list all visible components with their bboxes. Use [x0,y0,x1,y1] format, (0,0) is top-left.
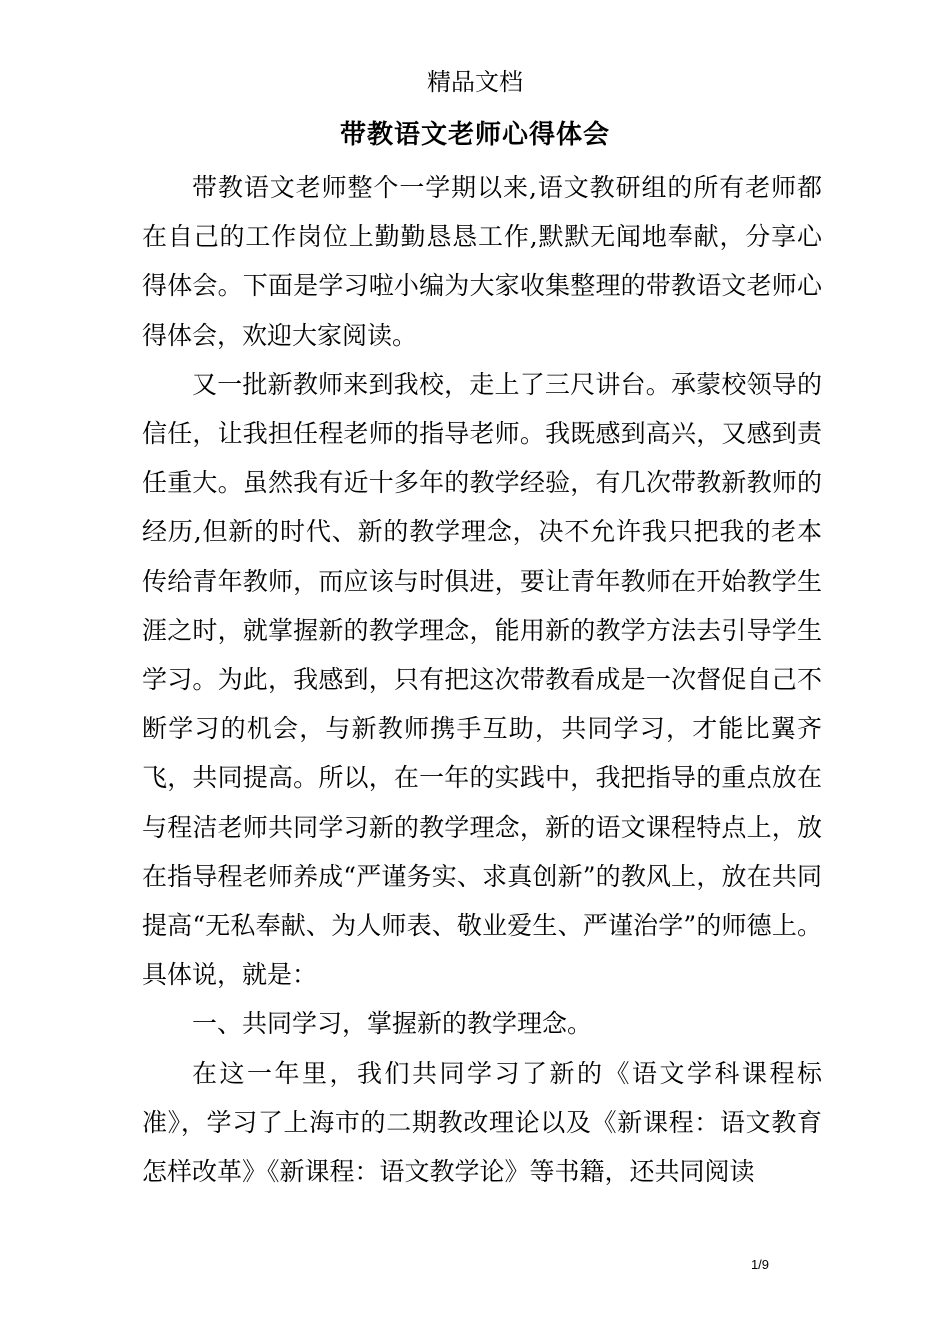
document-body [142,163,822,1196]
paragraph-intro: 带教语文老师整个一学期以来,语文教研组的所有老师都在自己的工作岗位上勤勤恳恳工作,默默无闻地奉献，分享心得体会。下面是学习啦小编为大家收集整理的带教语文老师心得体会，欢迎大家阅读。 [142,173,822,350]
page-number: 1/9 [750,1257,770,1272]
paragraph-main: 又一批新教师来到我校，走上了三尺讲台。承蒙校领导的信任，让我担任程老师的指导老师。我既感到高兴，又感到责任重大。虽然我有近十多年的教学经验，有几次带教新教师的经历,但新的时代、新的教学理念，决不允许我只把我的老本传给青年教师，而应该与时俱进，要让青年教师在开始教学生涯之时，就掌握新的教学理念，能用新的教学方法去引导学生学习。为此，我感到，只有把这次带教看成是一次督促自己不断学习的机会，与新教师携手互助，共同学习，才能比翼齐飞，共同提高。所以，在一年的实践中，我把指导的重点放在与程洁老师共同学习新的教学理念，新的语文课程特点上，放在指导程老师养成“严谨务实、求真创新”的教风上，放在共同提高“无私奉献、为人师表、敬业爱生、严谨治学”的师德上。具体说，就是： [142,369,822,990]
page-header: 精品文档 [427,68,523,96]
document-title: 带教语文老师心得体会 [339,120,610,150]
paragraph-section-heading: 一、共同学习，掌握新的教学理念。 [192,1009,593,1039]
paragraph-section-body: 在这一年里，我们共同学习了新的《语文学科课程标准》，学习了上海市的二期教改理论以及《新课程：语文教育怎样改革》《新课程：语文教学论》等书籍，还共同阅读 [142,1058,822,1187]
